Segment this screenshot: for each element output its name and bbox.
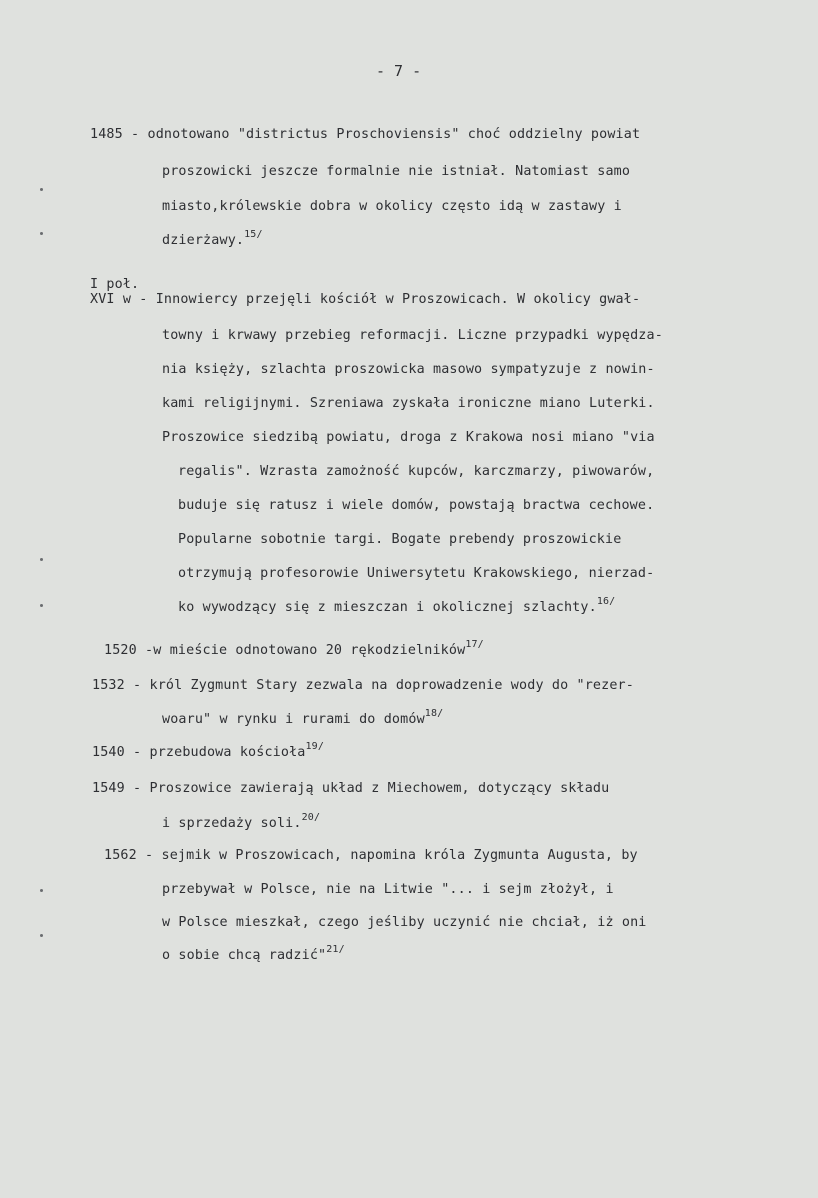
footnote-ref: 18/ [424, 708, 444, 719]
text-line: 1532 - król Zygmunt Stary zezwala na doprowadzenie wody do "rezer- [92, 678, 634, 693]
footnote-ref: 15/ [244, 229, 263, 240]
text-line: w Polsce mieszkał, czego jeśliby uczynić nie chciał, iż oni [162, 915, 647, 930]
margin-speck [40, 232, 43, 235]
text-line: proszowicki jeszcze formalnie nie istniał. Natomiast samo [162, 164, 631, 179]
margin-speck [40, 889, 43, 892]
text-line: regalis". Wzrasta zamożność kupców, karczmarzy, piwowarów, [178, 464, 655, 479]
text-line: 1562 - sejmik w Proszowicach, napomina króla Zygmunta Augusta, by [104, 848, 638, 863]
text-line: towny i krwawy przebieg reformacji. Liczne przypadki wypędza- [162, 328, 663, 343]
text-line: o sobie chcą radzić"$^{21/}$ [162, 944, 345, 963]
text-line: i sprzedaży soli.$^{20/}$ [162, 812, 321, 831]
text-line: miasto,królewskie dobra w okolicy często idą w zastawy i [162, 199, 622, 214]
text-line: buduje się ratusz i wiele domów, powstają bractwa cechowe. [178, 498, 655, 513]
text-line: kami religijnymi. Szreniawa zyskała ironiczne miano Luterki. [162, 396, 655, 411]
footnote-ref: 17/ [465, 639, 484, 650]
margin-speck [40, 558, 43, 561]
footnote-ref: 21/ [326, 944, 345, 955]
text-line: dzierżawy.$^{15/}$ [162, 229, 263, 248]
footnote-ref: 20/ [301, 812, 321, 823]
footnote-ref: 19/ [305, 741, 325, 752]
text-line: przebywał w Polsce, nie na Litwie "... i sejm złożył, i [162, 882, 614, 897]
text-line: 1549 - Proszowice zawierają układ z Miechowem, dotyczący składu [92, 781, 610, 796]
text-line: 1540 - przebudowa kościoła$^{19/}$ [92, 741, 325, 760]
text-line: 1520 -w mieście odnotowano 20 rękodzielników$^{17/}$ [104, 639, 484, 658]
text-line: nia księży, szlachta proszowicka masowo sympatyzuje z nowin- [162, 362, 655, 377]
text-line: Proszowice siedzibą powiatu, droga z Krakowa nosi miano "via [162, 430, 655, 445]
page-number: - 7 - [376, 62, 422, 80]
margin-speck [40, 604, 43, 607]
text-line: woaru" w rynku i rurami do domów$^{18/}$ [162, 708, 444, 727]
text-line: I poł. [90, 277, 140, 292]
text-line: ko wywodzący się z mieszczan i okolicznej szlachty.$^{16/}$ [178, 596, 616, 615]
text-line: Popularne sobotnie targi. Bogate prebendy proszowickie [178, 532, 622, 547]
text-line: 1485 - odnotowano "districtus Proschoviensis" choć oddzielny powiat [90, 127, 641, 142]
footnote-ref: 16/ [596, 596, 616, 607]
margin-speck [40, 188, 43, 191]
text-line: XVI w - Innowiercy przejęli kościół w Proszowicach. W okolicy gwał- [90, 292, 641, 307]
text-line: otrzymują profesorowie Uniwersytetu Krakowskiego, nierzad- [178, 566, 655, 581]
margin-speck [40, 934, 43, 937]
